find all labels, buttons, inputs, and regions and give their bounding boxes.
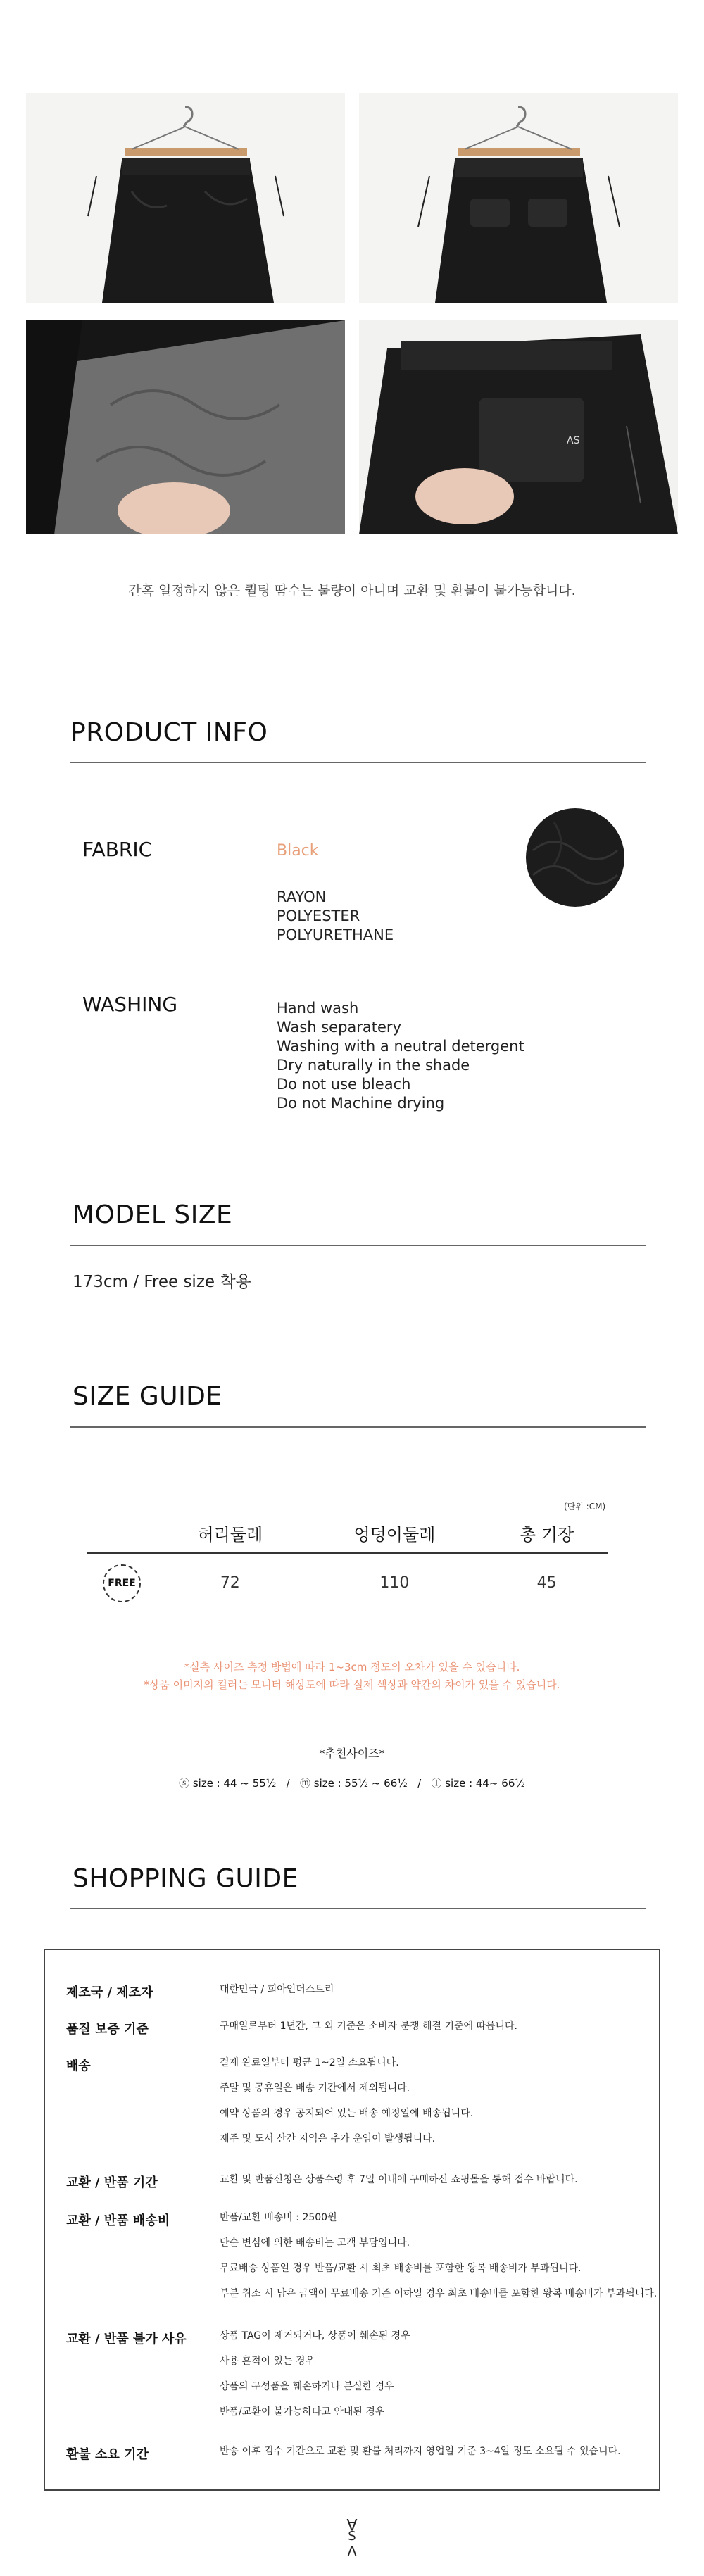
size-header-hip: 엉덩이둘레 bbox=[303, 1514, 486, 1553]
washing-item: Do not use bleach bbox=[277, 1076, 411, 1093]
shop-line: 대한민국 / 희아인더스트리 bbox=[220, 1984, 334, 1995]
size-header-blank bbox=[87, 1514, 157, 1553]
shop-line: 예약 상품의 경우 공지되어 있는 배송 예정일에 배송됩니다. bbox=[220, 2108, 474, 2119]
svg-text:AS: AS bbox=[567, 435, 580, 446]
shop-val bbox=[220, 2323, 410, 2425]
size-warning: *실측 사이즈 측정 방법에 따라 1~3cm 정도의 오차가 있을 수 있습니다. bbox=[184, 1661, 520, 1673]
svg-text:A: A bbox=[346, 2515, 358, 2532]
shop-key: 제조국 / 제조자 bbox=[66, 1985, 153, 2000]
shop-line: 무료배송 상품일 경우 반품/교환 시 최초 배송비를 포함한 왕복 배송비가 부과됩니다. bbox=[220, 2263, 582, 2274]
shop-line: 주말 및 공휴일은 배송 기간에서 제외됩니다. bbox=[220, 2082, 410, 2094]
shop-line: 반품/교환 배송비 : 2500원 bbox=[220, 2212, 337, 2223]
material-item: RAYON bbox=[277, 888, 327, 905]
size-value-hip: 110 bbox=[379, 1574, 410, 1592]
washing-item: Do not Machine drying bbox=[277, 1095, 445, 1112]
shopping-guide-divider bbox=[70, 1908, 646, 1909]
size-header-waist: 허리둘레 bbox=[157, 1514, 303, 1553]
shop-line: 반품/교환이 불가능하다고 안내된 경우 bbox=[220, 2406, 385, 2418]
shop-line: 교환 및 반품신청은 상품수령 후 7일 이내에 구매하신 쇼핑몰을 통해 접수 바랍니다. bbox=[220, 2174, 578, 2185]
washing-item: Washing with a neutral detergent bbox=[277, 1038, 524, 1055]
shopping-guide-title: SHOPPING GUIDE bbox=[73, 1864, 298, 1893]
size-warning: *상품 이미지의 컬러는 모니터 해상도에 따라 실제 색상과 약간의 차이가 있을 수 있습니다. bbox=[144, 1678, 560, 1691]
material-item: POLYESTER bbox=[277, 907, 360, 924]
washing-label: WASHING bbox=[82, 993, 178, 1016]
recommend-title: *추천사이즈* bbox=[319, 1747, 385, 1760]
product-info-title: PRODUCT INFO bbox=[70, 718, 268, 747]
photo-back-hanger bbox=[359, 93, 678, 303]
shop-val bbox=[220, 2013, 517, 2039]
model-size-title: MODEL SIZE bbox=[73, 1200, 233, 1229]
shop-key: 교환 / 반품 불가 사유 bbox=[66, 2332, 187, 2346]
shopping-guide-box bbox=[44, 1949, 660, 2491]
size-guide-divider bbox=[70, 1426, 646, 1428]
shop-key: 교환 / 반품 기간 bbox=[66, 2175, 158, 2190]
size-header-length: 총 기장 bbox=[486, 1514, 608, 1553]
svg-text:V: V bbox=[347, 2542, 357, 2557]
fabric-label: FABRIC bbox=[82, 838, 153, 861]
size-guide-title: SIZE GUIDE bbox=[73, 1382, 222, 1411]
shop-line: 상품의 구성품을 훼손하거나 분실한 경우 bbox=[220, 2381, 394, 2392]
washing-item: Hand wash bbox=[277, 1000, 359, 1017]
shop-val bbox=[220, 2205, 657, 2306]
shop-line: 반송 이후 검수 기간으로 교환 및 환불 처리까지 영업일 기준 3~4일 정도 소요될 수 있습니다. bbox=[220, 2446, 621, 2457]
shop-key: 환불 소요 기간 bbox=[66, 2447, 149, 2462]
recommend-sizes: ⓢ size : 44 ~ 55½ / ⓜ size : 55½ ~ 66½ / ⓛ size : 44~ 66½ bbox=[179, 1777, 525, 1790]
washing-list bbox=[277, 999, 524, 1113]
washing-item: Wash separatery bbox=[277, 1019, 401, 1036]
washing-item: Dry naturally in the shade bbox=[277, 1057, 470, 1074]
size-value-waist: 72 bbox=[220, 1574, 240, 1592]
product-info-divider bbox=[70, 762, 646, 763]
photo-lining-detail bbox=[26, 320, 345, 534]
size-warnings bbox=[0, 1659, 704, 1694]
photo-front-hanger bbox=[26, 93, 345, 303]
material-list bbox=[277, 888, 394, 945]
brand-logo-icon bbox=[331, 2512, 373, 2557]
model-size-divider bbox=[70, 1245, 646, 1246]
shop-line: 단순 변심에 의한 배송비는 고객 부담입니다. bbox=[220, 2237, 410, 2249]
shop-line: 결제 완료일부터 평균 1~2일 소요됩니다. bbox=[220, 2057, 399, 2068]
size-value-length: 45 bbox=[536, 1574, 557, 1592]
table-row bbox=[87, 1553, 608, 1612]
size-row-label bbox=[87, 1553, 157, 1612]
shop-line: 상품 TAG이 제거되거나, 상품이 훼손된 경우 bbox=[220, 2330, 410, 2342]
shop-line: 사용 흔적이 있는 경우 bbox=[220, 2356, 315, 2367]
shop-val bbox=[220, 2167, 578, 2192]
shop-key: 교환 / 반품 배송비 bbox=[66, 2213, 170, 2228]
shop-val bbox=[220, 1977, 334, 2002]
color-swatch bbox=[526, 808, 624, 907]
shop-key: 품질 보증 기준 bbox=[66, 2022, 149, 2037]
brand-logo bbox=[331, 2512, 373, 2557]
photo-pocket-detail bbox=[359, 320, 678, 534]
model-size-text: 173cm / Free size 착용 bbox=[73, 1273, 251, 1291]
free-badge: FREE bbox=[103, 1564, 141, 1602]
material-item: POLYURETHANE bbox=[277, 926, 394, 943]
color-name: Black bbox=[277, 842, 319, 860]
size-unit: (단위 :CM) bbox=[564, 1502, 606, 1512]
shop-val bbox=[220, 2050, 473, 2151]
shop-line: 구매일로부터 1년간, 그 외 기준은 소비자 분쟁 해결 기준에 따릅니다. bbox=[220, 2021, 518, 2032]
quilting-notice: 간혹 일정하지 않은 퀼팅 땀수는 불량이 아니며 교환 및 환불이 불가능합니다. bbox=[128, 583, 576, 598]
size-table bbox=[87, 1514, 608, 1612]
shop-line: 부분 취소 시 남은 금액이 무료배송 기준 이하일 경우 최초 배송비를 포함한 왕복 배송비가 부과됩니다. bbox=[220, 2288, 658, 2299]
shop-key: 배송 bbox=[66, 2059, 91, 2073]
svg-text:S: S bbox=[348, 2529, 356, 2544]
shop-val bbox=[220, 2439, 621, 2464]
shop-line: 제주 및 도서 산간 지역은 추가 운임이 발생됩니다. bbox=[220, 2133, 436, 2144]
